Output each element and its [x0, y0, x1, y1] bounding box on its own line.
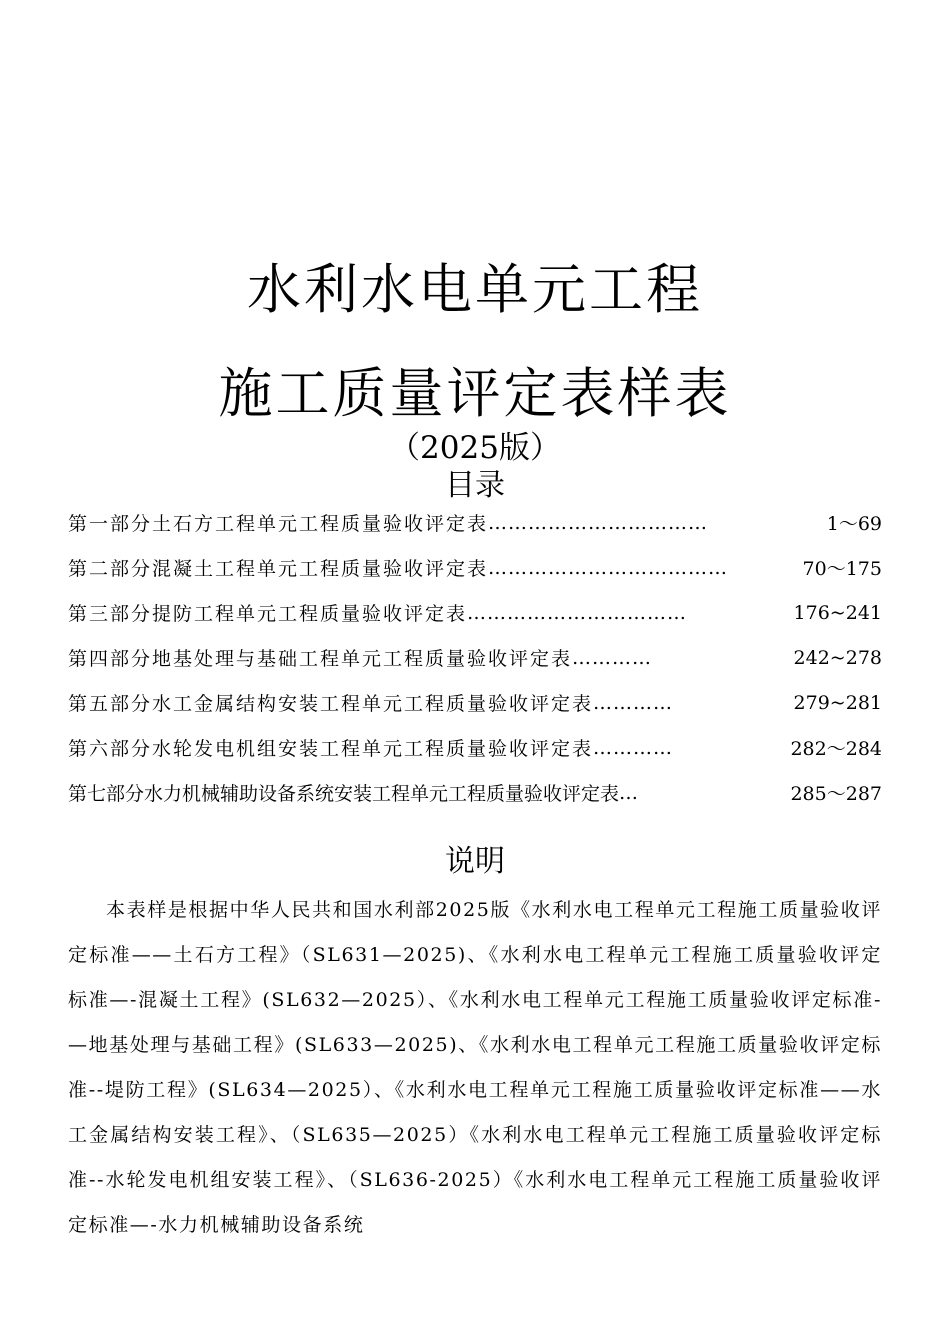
toc-item-part7 — [68, 770, 882, 815]
document-title-line1: 水利水电单元工程 — [247, 258, 703, 321]
toc-item-part5 — [68, 680, 882, 725]
notes-paragraph: 本表样是根据中华人民共和国水利部2025版《水利水电工程单元工程施工质量验收评定标准——土石方工程》（SL631—2025)、《水利水电工程单元工程施工质量验收评定标准—-混凝土工程》(SL632—2025）、《水利水电工程单元工程施工质量验收评定标准-—地基处理与基础工程》(SL633—2025)、《水利水电工程单元工程施工质量验收评定标准--堤防工程》(SL634—2025）、《水利水电工程单元工程施工质量验收评定标准——水工金属结构安装工程》、（SL635—2025）《水利水电工程单元工程施工质量验收评定标准--水轮发电机组安装工程》、（SL636-2025）《水利水电工程单元工程施工质量验收评定标准—-水力机械辅助设备系统 — [68, 899, 882, 1236]
toc-item-part6 — [68, 725, 882, 770]
toc-item-label: 第二部分混凝土工程单元工程质量验收评定表 — [68, 558, 489, 580]
toc-leader-dots: …………………………… — [467, 601, 688, 624]
toc-item-label: 第四部分地基处理与基础工程单元工程质量验收评定表 — [68, 648, 573, 670]
toc-item-pages: 176~241 — [793, 601, 882, 624]
notes-body — [68, 888, 882, 1248]
toc-item-pages: 242~278 — [793, 646, 882, 669]
toc-leader-dots: …………………………… — [488, 511, 709, 534]
toc-leader-dots: ………… — [572, 646, 653, 669]
toc-item-label: 第五部分水工金属结构安装工程单元工程质量验收评定表 — [68, 693, 594, 715]
toc-item-label: 第六部分水轮发电机组安装工程单元工程质量验收评定表 — [68, 738, 594, 760]
toc-leader-dots: ………… — [593, 736, 674, 759]
notes-heading: 说明 — [445, 844, 505, 879]
toc-leader-dots: … — [619, 781, 640, 804]
toc-item-label: 第三部分提防工程单元工程质量验收评定表 — [68, 603, 468, 625]
toc-item-pages: 282～284 — [790, 738, 882, 760]
toc-item-part3 — [68, 590, 882, 635]
toc-item-part4 — [68, 635, 882, 680]
toc-item-pages: 285～287 — [790, 783, 882, 805]
document-title-line2: 施工质量评定表样表 — [218, 362, 732, 425]
edition-label: （2025版） — [389, 430, 561, 466]
table-of-contents — [68, 500, 882, 815]
toc-leader-dots: ………… — [593, 691, 674, 714]
toc-item-label: 第七部分水力机械辅助设备系统安装工程单元工程质量验收评定表 — [68, 783, 620, 805]
toc-heading: 目录 — [445, 468, 505, 503]
toc-item-part1 — [68, 500, 882, 545]
toc-item-label: 第一部分土石方工程单元工程质量验收评定表 — [68, 513, 489, 535]
toc-item-pages: 279~281 — [793, 691, 882, 714]
toc-leader-dots: ……………………………… — [488, 556, 729, 579]
toc-item-pages: 1～69 — [826, 513, 882, 535]
toc-item-part2 — [68, 545, 882, 590]
toc-item-pages: 70～175 — [802, 558, 882, 580]
